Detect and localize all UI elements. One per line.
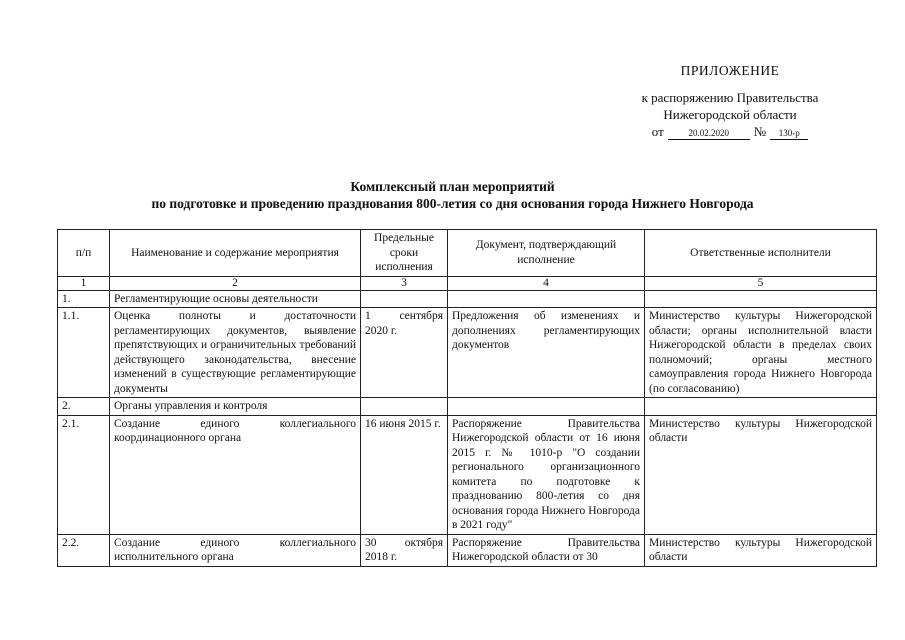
- row-document: [448, 398, 645, 416]
- row-num: 2.2.: [58, 534, 110, 566]
- appendix-line-1: к распоряжению Правительства: [641, 90, 819, 105]
- decree-date: 20.02.2020: [668, 128, 750, 140]
- table-row: [58, 398, 877, 416]
- row-deadline: 16 июня 2015 г.: [361, 415, 448, 534]
- row-name: Регламентирующие основы деятельности: [110, 290, 361, 308]
- header-responsible: Ответственные исполнители: [645, 230, 877, 277]
- header-deadline: Предельные сроки исполнения: [361, 230, 448, 277]
- appendix-block: [600, 62, 860, 140]
- events-plan-table: [57, 229, 877, 567]
- row-responsible: Министерство культуры Нижегородской области: [645, 415, 877, 534]
- column-number-row: [58, 276, 877, 290]
- row-name: Создание единого коллегиального исполнительного органа: [110, 534, 361, 566]
- row-document: [448, 290, 645, 308]
- row-name: Создание единого коллегиального координационного органа: [110, 415, 361, 534]
- decree-number: 130-р: [770, 128, 808, 140]
- row-deadline: [361, 290, 448, 308]
- row-name: Органы управления и контроля: [110, 398, 361, 416]
- row-num: 2.: [58, 398, 110, 416]
- document-title-line-2: по подготовке и проведению празднования 800-летия со дня основания города Нижнего Новгорода: [151, 196, 754, 211]
- header-num: п/п: [58, 230, 110, 277]
- header-name: Наименование и содержание мероприятия: [110, 230, 361, 277]
- document-title: [0, 178, 905, 212]
- row-responsible: [645, 290, 877, 308]
- row-num: 1.1.: [58, 308, 110, 398]
- row-deadline: [361, 398, 448, 416]
- number-label: №: [753, 124, 767, 139]
- table-header-row: [58, 230, 877, 277]
- table-row: [58, 534, 877, 566]
- column-number: 4: [448, 276, 645, 290]
- appendix-line-2: Нижегородской области: [663, 107, 797, 122]
- row-document: Распоряжение Правительства Нижегородской области от 16 июня 2015 г. № 1010-р "О создании регионального организационного комитета по подготовке к празднованию 800-летия со дня основания города Нижнего Новгорода в 2021 году": [448, 415, 645, 534]
- column-number: 3: [361, 276, 448, 290]
- row-deadline: 1 сентября 2020 г.: [361, 308, 448, 398]
- appendix-dateline: [600, 123, 860, 140]
- column-number: 1: [58, 276, 110, 290]
- header-document: Документ, подтверждающий исполнение: [448, 230, 645, 277]
- row-responsible: Министерство культуры Нижегородской области: [645, 534, 877, 566]
- document-title-line-1: Комплексный план мероприятий: [350, 179, 555, 194]
- row-document: Распоряжение Правительства Нижегородской области от 30: [448, 534, 645, 566]
- row-responsible: [645, 398, 877, 416]
- row-deadline: 30 октября 2018 г.: [361, 534, 448, 566]
- row-num: 2.1.: [58, 415, 110, 534]
- table-row: [58, 415, 877, 534]
- table-row: [58, 308, 877, 398]
- row-name: Оценка полноты и достаточности регламентирующих документов, выявление препятствующих и ограничительных требований действующего законодательства, внесение изменений в существующие регламентирующие документы: [110, 308, 361, 398]
- from-label: от: [651, 124, 664, 139]
- row-num: 1.: [58, 290, 110, 308]
- row-document: Предложения об изменениях и дополнениях регламентирующих документов: [448, 308, 645, 398]
- row-responsible: Министерство культуры Нижегородской области; органы исполнительной власти Нижегородской области в пределах своих полномочий; органы местного самоуправления города Нижнего Новгорода (по согласованию): [645, 308, 877, 398]
- appendix-title: ПРИЛОЖЕНИЕ: [680, 63, 780, 78]
- table-row: [58, 290, 877, 308]
- column-number: 2: [110, 276, 361, 290]
- column-number: 5: [645, 276, 877, 290]
